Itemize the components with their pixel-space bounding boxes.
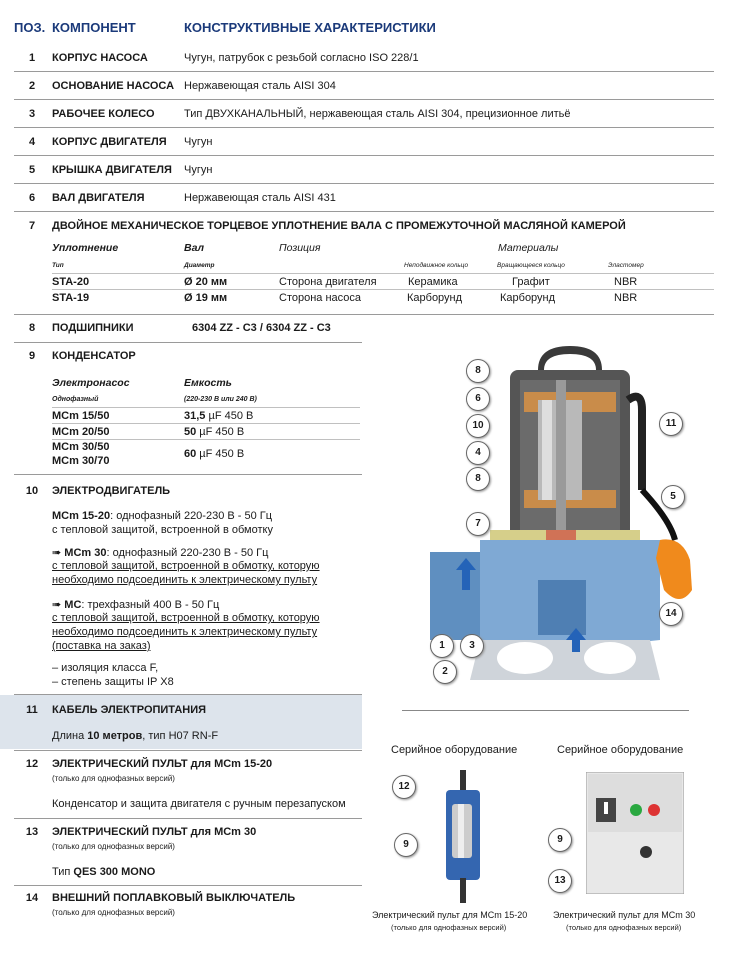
divider (14, 155, 714, 156)
divider (14, 71, 714, 72)
panel2-pre: Тип (52, 866, 74, 878)
divider (14, 127, 714, 128)
seal-sub-elast: Эластомер (608, 262, 644, 269)
callout-badge: 8 (466, 467, 490, 491)
row-desc: Нержавеющая сталь AISI 431 (184, 192, 336, 204)
header-characteristics: КОНСТРУКТИВНЫЕ ХАРАКТЕРИСТИКИ (184, 20, 436, 35)
seal-elast: NBR (614, 276, 638, 288)
panel1-text: Конденсатор и защита двигателя с ручным перезапуском (52, 798, 346, 810)
capacitor-col-cap: Емкость (184, 377, 232, 389)
divider (14, 99, 714, 100)
seal-number: 7 (28, 220, 36, 232)
callout-badge: 1 (430, 634, 454, 658)
capacitor-model: MCm 20/50 (52, 426, 110, 438)
capacitor-number-value: 31,5 (184, 410, 206, 422)
row-name: ВАЛ ДВИГАТЕЛЯ (52, 192, 145, 204)
bearings-number: 8 (28, 322, 36, 334)
capacitor-value (184, 426, 244, 438)
float-note: (только для однофазных версий) (52, 908, 175, 917)
cable-type: , тип H07 RN-F (142, 730, 219, 742)
seal-col-materials: Материалы (498, 242, 559, 254)
callout-badge: 2 (433, 660, 457, 684)
cable-pre: Длина (52, 730, 88, 742)
motor-spec: : трехфазный 400 В - 50 Гц (81, 599, 220, 611)
control-box-mcm30-illustration (586, 772, 684, 894)
seal-rot: Графит (512, 276, 550, 288)
motor-model: MCm 30 (64, 547, 107, 559)
callout-badge: 6 (466, 387, 490, 411)
callout-badge: 12 (392, 775, 416, 799)
motor-model: MC (64, 599, 82, 611)
row-number: 5 (28, 164, 36, 176)
motor-list-item: – степень защиты IP X8 (52, 676, 174, 688)
divider (14, 342, 362, 343)
control-box-mcm15-illustration (430, 770, 500, 905)
serial-label-right: Серийное оборудование (557, 744, 684, 756)
seal-fixed: Карборунд (407, 292, 463, 304)
serial-label-left: Серийное оборудование (391, 744, 518, 756)
motor-variant-3 (52, 598, 219, 611)
seal-col-position: Позиция (279, 242, 321, 254)
cable-name: КАБЕЛЬ ЭЛЕКТРОПИТАНИЯ (52, 704, 207, 716)
cable-meters: 10 метров (87, 730, 143, 742)
row-name: КРЫШКА ДВИГАТЕЛЯ (52, 164, 172, 176)
motor-variant-2 (52, 546, 268, 559)
panel2-name: ЭЛЕКТРИЧЕСКИЙ ПУЛЬТ для MCm 30 (52, 826, 257, 838)
figure-divider (402, 710, 689, 711)
motor-text: с тепловой защитой, встроенной в обмотку (52, 524, 273, 536)
caption-right-note: (только для однофазных версий) (566, 923, 682, 932)
seal-elast: NBR (614, 292, 638, 304)
divider (52, 423, 360, 424)
seal-diam: Ø 20 мм (184, 276, 228, 288)
caption-left-note: (только для однофазных версий) (391, 923, 507, 932)
motor-spec: : однофазный 220-230 В - 50 Гц (106, 547, 269, 559)
capacitor-number: 9 (28, 350, 36, 362)
capacitor-model: MCm 30/50 (52, 441, 110, 453)
arrow-right-icon: ➠ (52, 547, 65, 559)
callout-badge: 7 (466, 512, 490, 536)
row-desc: Чугун (184, 164, 213, 176)
capacitor-model: MCm 30/70 (52, 455, 110, 467)
callout-badge: 11 (659, 412, 683, 436)
seal-sub-diam: Диаметр (184, 262, 215, 269)
divider (14, 211, 714, 212)
panel1-name: ЭЛЕКТРИЧЕСКИЙ ПУЛЬТ для MCm 15-20 (52, 758, 273, 770)
cable-length (52, 730, 218, 742)
capacitor-model: MCm 15/50 (52, 410, 110, 422)
seal-type: STA-20 (52, 276, 90, 288)
row-name: КОРПУС НАСОСА (52, 52, 148, 64)
motor-text: с тепловой защитой, встроенной в обмотку, которую (52, 612, 320, 624)
seal-col-shaft: Вал (184, 242, 205, 254)
float-number: 14 (25, 892, 39, 904)
header-pos: ПОЗ. (14, 20, 46, 35)
seal-sub-fixed: Неподвижное кольцо (404, 262, 469, 269)
seal-diam: Ø 19 мм (184, 292, 228, 304)
callout-badge: 8 (466, 359, 490, 383)
arrow-right-icon: ➠ (52, 599, 65, 611)
seal-sub-rot: Вращающееся кольцо (497, 262, 565, 269)
divider (14, 750, 362, 751)
seal-position: Сторона двигателя (279, 276, 377, 288)
seal-name: ДВОЙНОЕ МЕХАНИЧЕСКОЕ ТОРЦЕВОЕ УПЛОТНЕНИЕ ВАЛА С ПРОМЕЖУТОЧНОЙ МАСЛЯНОЙ КАМЕРОЙ (52, 220, 626, 232)
seal-position: Сторона насоса (279, 292, 362, 304)
motor-number: 10 (25, 485, 39, 497)
row-name: РАБОЧЕЕ КОЛЕСО (52, 108, 155, 120)
capacitor-sub-volt: (220-230 В или 240 В) (184, 396, 257, 403)
seal-col-seal: Уплотнение (52, 242, 119, 254)
motor-spec: : однофазный 220-230 В - 50 Гц (110, 510, 273, 522)
divider (52, 439, 360, 440)
motor-variant-1 (52, 510, 272, 522)
callout-badge: 4 (466, 441, 490, 465)
row-desc: Чугун, патрубок с резьбой согласно ISO 228/1 (184, 52, 419, 64)
callout-badge: 3 (460, 634, 484, 658)
row-desc: Нержавеющая сталь AISI 304 (184, 80, 336, 92)
panel2-number: 13 (25, 826, 39, 838)
motor-text: необходимо подсоединить к электрическому пульту (52, 574, 318, 586)
capacitor-number-value: 50 (184, 426, 197, 438)
row-number: 4 (28, 136, 36, 148)
divider (52, 289, 714, 290)
capacitor-col-pump: Электронасос (52, 377, 130, 389)
divider (52, 273, 714, 274)
capacitor-value (184, 448, 244, 460)
cable-number: 11 (26, 704, 38, 716)
capacitor-sub-phase: Однофазный (52, 396, 99, 403)
bearings-value: 6304 ZZ - C3 / 6304 ZZ - C3 (192, 322, 331, 334)
capacitor-unit: µF 450 В (196, 448, 245, 460)
capacitor-unit: µF 450 В (205, 410, 254, 422)
seal-sub-type: Тип (52, 262, 64, 269)
caption-right: Электрический пульт для MCm 30 (553, 910, 696, 920)
row-number: 6 (28, 192, 36, 204)
motor-list-item: – изоляция класса F, (52, 662, 159, 674)
panel2-model: QES 300 MONO (73, 866, 156, 878)
divider (14, 818, 362, 819)
seal-fixed: Керамика (408, 276, 458, 288)
row-desc: Чугун (184, 136, 213, 148)
motor-model: MCm 15-20 (52, 510, 111, 522)
motor-text: необходимо подсоединить к электрическому пульту (52, 626, 318, 638)
header-component: КОМПОНЕНТ (52, 20, 136, 35)
panel1-number: 12 (25, 758, 39, 770)
motor-text: с тепловой защитой, встроенной в обмотку, которую (52, 560, 320, 572)
row-name: ОСНОВАНИЕ НАСОСА (52, 80, 175, 92)
divider (14, 183, 714, 184)
callout-badge: 9 (548, 828, 572, 852)
motor-text: (поставка на заказ) (52, 640, 151, 652)
float-name: ВНЕШНИЙ ПОПЛАВКОВЫЙ ВЫКЛЮЧАТЕЛЬ (52, 892, 296, 904)
divider (52, 407, 360, 408)
callout-badge: 10 (466, 414, 490, 438)
callout-badge: 13 (548, 869, 572, 893)
row-desc: Тип ДВУХКАНАЛЬНЫЙ, нержавеющая сталь AISI 304, прецизионное литьё (184, 108, 571, 120)
row-number: 3 (28, 108, 36, 120)
divider (14, 474, 362, 475)
seal-type: STA-19 (52, 292, 90, 304)
caption-left: Электрический пульт для MCm 15-20 (372, 910, 528, 920)
panel2-type (52, 866, 155, 878)
row-number: 2 (28, 80, 36, 92)
motor-name: ЭЛЕКТРОДВИГАТЕЛЬ (52, 485, 171, 497)
capacitor-number-value: 60 (184, 448, 197, 460)
panel2-note: (только для однофазных версий) (52, 842, 175, 851)
bearings-name: ПОДШИПНИКИ (52, 322, 134, 334)
callout-badge: 14 (659, 602, 683, 626)
capacitor-value (184, 410, 253, 422)
seal-rot: Карборунд (500, 292, 556, 304)
callout-badge: 9 (394, 833, 418, 857)
panel1-note: (только для однофазных версий) (52, 774, 175, 783)
capacitor-name: КОНДЕНСАТОР (52, 350, 136, 362)
callout-badge: 5 (661, 485, 685, 509)
row-name: КОРПУС ДВИГАТЕЛЯ (52, 136, 167, 148)
divider (14, 314, 714, 315)
divider (14, 885, 362, 886)
capacitor-unit: µF 450 В (196, 426, 245, 438)
row-number: 1 (28, 52, 36, 64)
